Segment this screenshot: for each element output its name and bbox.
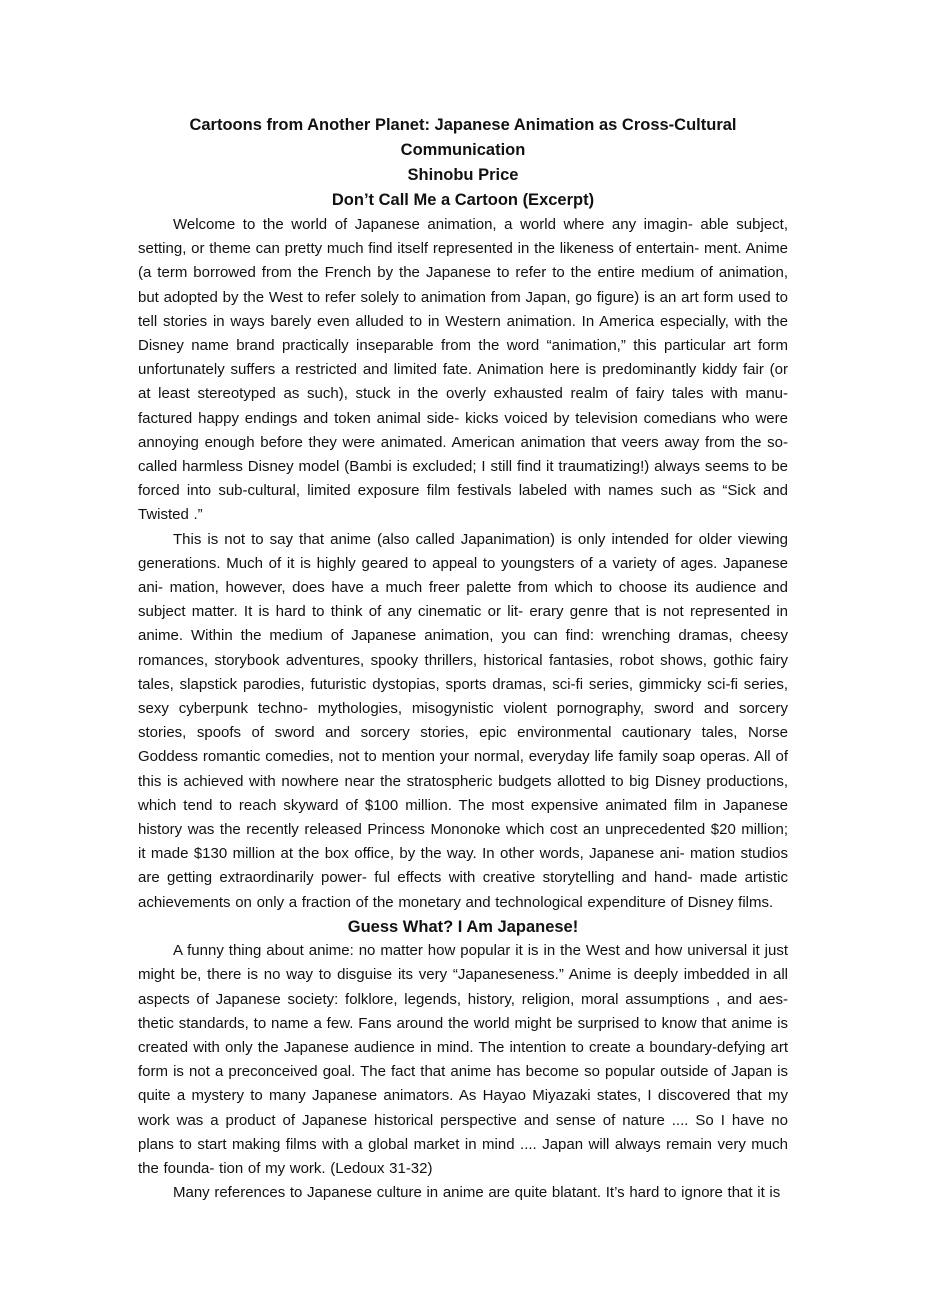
paragraph-japaneseness: A funny thing about anime: no matter how popular it is in the West and how universal it just might be, there is no way to disguise its very “Japaneseness.” Anime is deeply imbedded in all aspects of Japanese society: folklore, legends, history, religion, moral assumptions , and aes- thetic standards, to name a few. Fans around the world might be surprised to know that anime is created with only the Japanese audience in mind. The intention to create a boundary-defying art form is not a preconceived goal. The fact that anime has become so popular outside of Japan is quite a mystery to many Japanese animators. As Hayao Miyazaki states, I discovered that my work was a product of Japanese historical perspective and sense of nature .... So I have no plans to start making films with a global market in mind .... Japan will always remain very much the founda- tion of my work. (Ledoux 31-32) (138, 942, 788, 1177)
paragraph-anime-genres-budgets: This is not to say that anime (also called Japanimation) is only intended for older viewing generations. Much of it is highly geared to appeal to youngsters of a variety of ages. Japanese ani- mation, however, does have a much freer palette from which to choose its audience and subject matter. It is hard to think of any cinematic or lit- erary genre that is not represented in anime. Within the medium of Japanese animation, you can find: wrenching dramas, cheesy romances, storybook adventures, spooky thrillers, historical fantasies, robot shows, gothic fairy tales, slapstick parodies, futuristic dystopias, sports dramas, sci-fi series, gimmicky sci-fi series, sexy cyberpunk techno- mythologies, misogynistic violent pornography, sword and sorcery stories, spoofs of sword and sorcery stories, epic environmental cautionary tales, Norse Goddess romantic comedies, not to mention your normal, everyday life family soap operas. All of this is achieved with nowhere near the stratospheric budgets allotted to big Disney productions, which tend to reach skyward of $100 million. The most expensive animated film in Japanese history was the recently released Princess Mononoke which cost an unprecedented $20 million; it made $130 million at the box office, by the way. In other words, Japanese ani- mation studios are getting extraordinarily power- ful effects with creative storytelling and hand- made artistic achievements on only a fraction of the monetary and technological expenditure of Disney films. (138, 530, 788, 911)
paragraph-welcome-to-anime: Welcome to the world of Japanese animation, a world where any imagin- able subject, setting, or theme can pretty much find itself represented in the likeness of entertain- ment. Anime (a term borrowed from the French by the Japanese to refer to the entire medium of animation, but adopted by the West to refer solely to animation from Japan, go figure) is an art form used to tell stories in ways barely even alluded to in Western animation. In America especially, with the Disney name brand practically inseparable from the word “animation,” this particular art form unfortunately suffers a restricted and limited fate. Animation here is predominantly kiddy fair (or at least stereotyped as such), stuck in the overly exhausted realm of fairy tales with manu- factured happy endings and token animal side- kicks voiced by television comedians who were annoying enough before they were animated. American animation that veers away from the so- called harmless Disney model (Bambi is excluded; I still find it traumatizing!) always seems to be forced into sub-cultural, limited exposure film festivals labeled with names such as “Sick and Twisted .” (138, 216, 788, 524)
section-heading-guess-what: Guess What? I Am Japanese! (347, 917, 579, 936)
document-title-line-2: Communication (400, 141, 526, 159)
document-title-line-1: Cartoons from Another Planet: Japanese Animation as Cross-Cultural (189, 116, 737, 134)
paragraph-blatant-references: Many references to Japanese culture in anime are quite blatant. It’s hard to ignore that it is (173, 1184, 781, 1202)
document-subtitle: Don’t Call Me a Cartoon (Excerpt) (331, 191, 595, 209)
document-author: Shinobu Price (407, 166, 519, 184)
